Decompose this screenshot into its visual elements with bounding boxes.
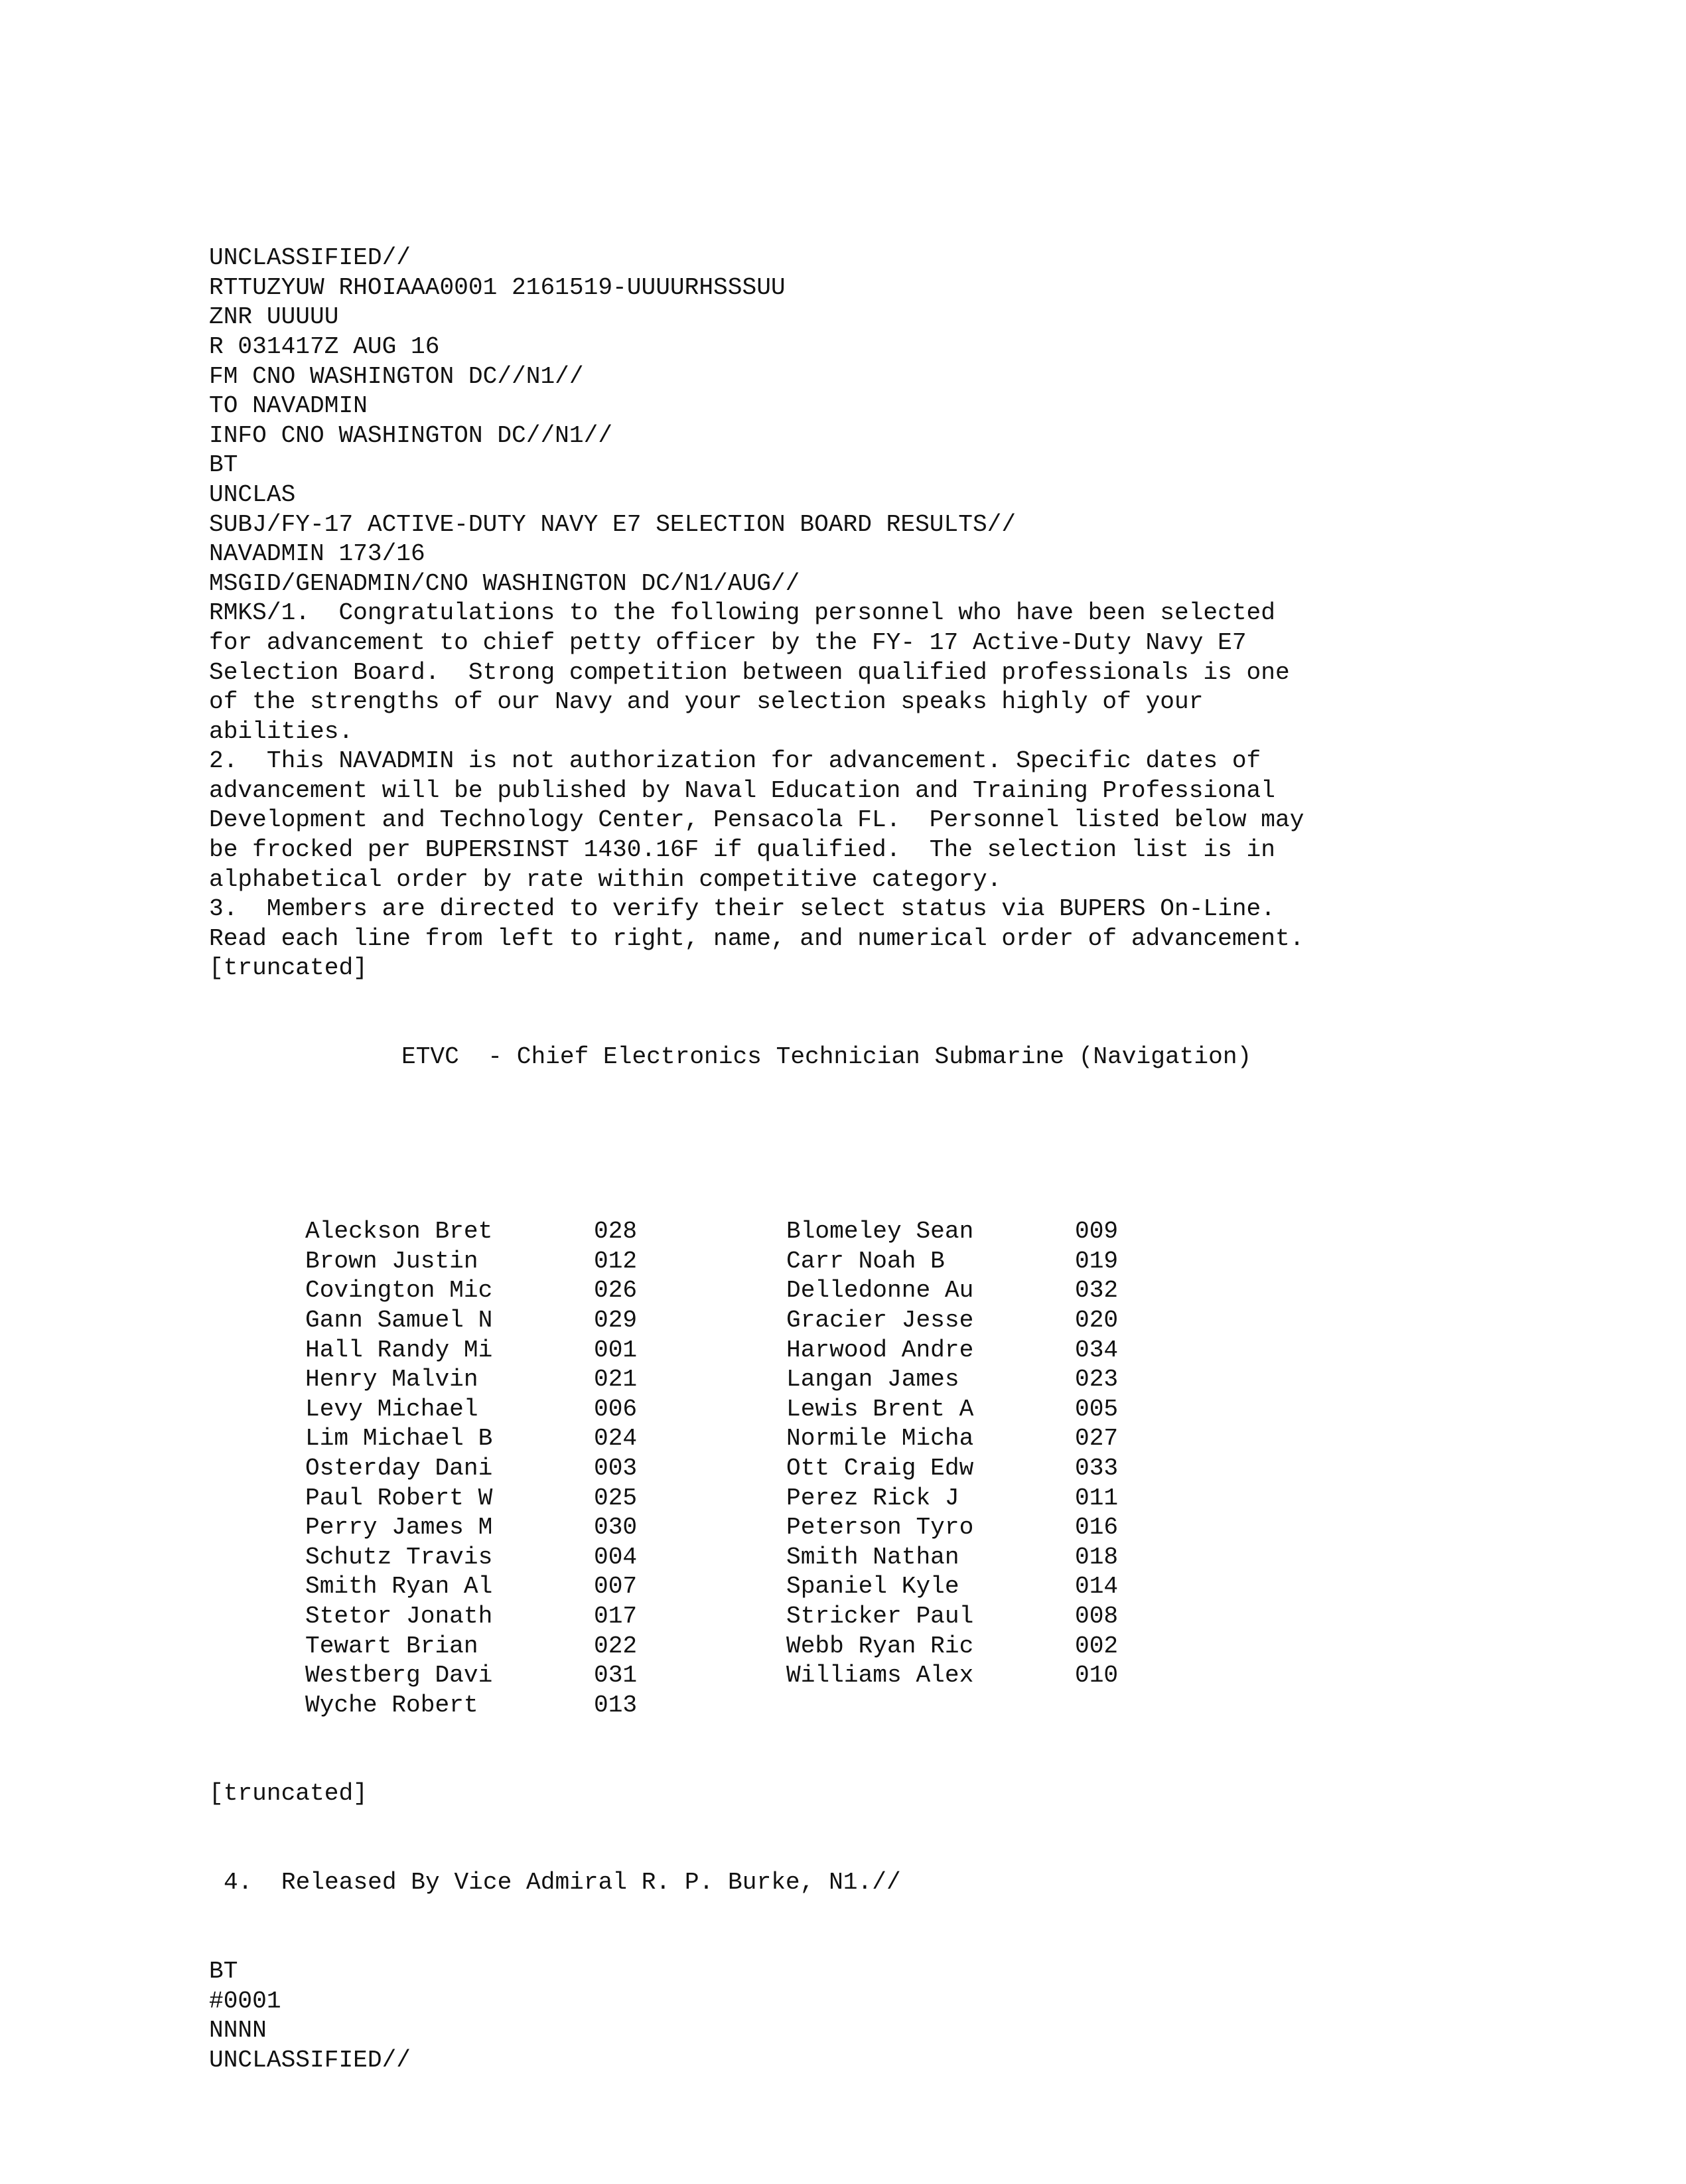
selection-row xyxy=(305,1632,1536,1662)
message-line: RTTUZYUW RHOIAAA0001 2161519-UUUURHSSSUU xyxy=(209,273,786,301)
selectee-name: Williams Alex xyxy=(786,1662,974,1690)
advancement-number: 029 xyxy=(594,1306,638,1334)
selectee-name: Tewart Brian xyxy=(305,1632,478,1660)
selectee-name: Paul Robert W xyxy=(305,1484,493,1512)
advancement-number: 008 xyxy=(1075,1602,1119,1630)
message-footer xyxy=(209,1957,1536,2075)
advancement-number: 018 xyxy=(1075,1543,1119,1571)
advancement-number: 001 xyxy=(594,1336,638,1364)
selectee-name: Levy Michael xyxy=(305,1395,478,1423)
selection-row xyxy=(305,1572,1536,1602)
selectee-name xyxy=(786,1691,1075,1721)
selection-row xyxy=(305,1602,1536,1632)
selectee-name: Blomeley Sean xyxy=(786,1218,974,1246)
advancement-number: 022 xyxy=(594,1632,638,1660)
footer-line: NNNN xyxy=(209,2017,267,2045)
selectee-name: Carr Noah B xyxy=(786,1247,945,1275)
advancement-number: 030 xyxy=(594,1514,638,1542)
selection-row xyxy=(305,1543,1536,1573)
selectee-name: Normile Micha xyxy=(786,1425,974,1453)
advancement-number: 016 xyxy=(1075,1514,1119,1542)
selectee-name: Smith Nathan xyxy=(786,1543,959,1571)
advancement-number: 013 xyxy=(594,1691,638,1719)
advancement-number: 003 xyxy=(594,1454,638,1482)
message-line: RMKS/1. Congratulations to the following personnel who have been selected xyxy=(209,599,1275,627)
advancement-number: 021 xyxy=(594,1366,638,1394)
message-line: BT xyxy=(209,451,238,479)
selectee-name: Wyche Robert xyxy=(305,1691,478,1719)
selection-row xyxy=(305,1513,1536,1543)
message-line: be frocked per BUPERSINST 1430.16F if qualified. The selection list is in xyxy=(209,836,1275,864)
advancement-number: 010 xyxy=(1075,1662,1119,1690)
selectee-name: Stricker Paul xyxy=(786,1602,974,1630)
selection-row xyxy=(305,1691,1536,1721)
advancement-number: 032 xyxy=(1075,1277,1119,1305)
advancement-number: 007 xyxy=(594,1573,638,1601)
advancement-number: 019 xyxy=(1075,1247,1119,1275)
message-line: UNCLASSIFIED// xyxy=(209,244,411,272)
footer-line: UNCLASSIFIED// xyxy=(209,2046,411,2074)
advancement-number: 014 xyxy=(1075,1573,1119,1601)
advancement-number: 005 xyxy=(1075,1395,1119,1423)
selection-row xyxy=(305,1661,1536,1691)
advancement-number: 034 xyxy=(1075,1336,1119,1364)
message-line: [truncated] xyxy=(209,954,368,982)
advancement-number: 004 xyxy=(594,1543,638,1571)
message-line: Development and Technology Center, Pensacola FL. Personnel listed below may xyxy=(209,806,1304,834)
selectee-name: Lewis Brent A xyxy=(786,1395,974,1423)
selectee-name: Harwood Andre xyxy=(786,1336,974,1364)
selectee-name: Smith Ryan Al xyxy=(305,1573,493,1601)
footer-line: BT xyxy=(209,1958,238,1986)
advancement-number: 002 xyxy=(1075,1632,1119,1660)
selection-row xyxy=(305,1276,1536,1306)
selectee-name: Hall Randy Mi xyxy=(305,1336,493,1364)
category-heading: ETVC - Chief Electronics Technician Submarine (Navigation) xyxy=(401,1043,1252,1071)
truncated-marker: [truncated] xyxy=(209,1780,368,1808)
advancement-number: 025 xyxy=(594,1484,638,1512)
advancement-number: 026 xyxy=(594,1277,638,1305)
message-line: ZNR UUUUU xyxy=(209,303,339,331)
selection-row xyxy=(305,1454,1536,1484)
selectee-name: Gann Samuel N xyxy=(305,1306,493,1334)
selectee-name: Covington Mic xyxy=(305,1277,493,1305)
selection-row xyxy=(305,1306,1536,1336)
message-document xyxy=(209,184,1536,2105)
selection-row xyxy=(305,1424,1536,1454)
selectee-name: Brown Justin xyxy=(305,1247,478,1275)
advancement-number: 023 xyxy=(1075,1366,1119,1394)
selectee-name: Delledonne Au xyxy=(786,1277,974,1305)
message-line: 3. Members are directed to verify their select status via BUPERS On-Line. xyxy=(209,895,1275,923)
advancement-number: 017 xyxy=(594,1602,638,1630)
message-line: Selection Board. Strong competition between qualified professionals is one xyxy=(209,658,1290,686)
advancement-number: 027 xyxy=(1075,1425,1119,1453)
advancement-number xyxy=(1075,1691,1267,1721)
release-line: 4. Released By Vice Admiral R. P. Burke, N1.// xyxy=(224,1869,901,1897)
message-line: UNCLAS xyxy=(209,480,296,508)
advancement-number: 006 xyxy=(594,1395,638,1423)
message-line: NAVADMIN 173/16 xyxy=(209,540,425,568)
message-line: for advancement to chief petty officer by the FY- 17 Active-Duty Navy E7 xyxy=(209,628,1247,656)
selectee-name: Spaniel Kyle xyxy=(786,1573,959,1601)
selectee-name: Perez Rick J xyxy=(786,1484,959,1512)
selectee-name: Peterson Tyro xyxy=(786,1514,974,1542)
message-line: 2. This NAVADMIN is not authorization for advancement. Specific dates of xyxy=(209,747,1261,775)
message-line: FM CNO WASHINGTON DC//N1// xyxy=(209,362,584,390)
message-line: of the strengths of our Navy and your selection speaks highly of your xyxy=(209,688,1204,716)
advancement-number: 020 xyxy=(1075,1306,1119,1334)
selectee-name: Schutz Travis xyxy=(305,1543,493,1571)
selectee-name: Gracier Jesse xyxy=(786,1306,974,1334)
selection-row xyxy=(305,1247,1536,1277)
selection-row xyxy=(305,1484,1536,1514)
message-line: TO NAVADMIN xyxy=(209,392,368,420)
spacer xyxy=(209,1131,1536,1158)
advancement-number: 033 xyxy=(1075,1454,1119,1482)
message-line: Read each line from left to right, name, and numerical order of advancement. xyxy=(209,924,1304,952)
message-line: abilities. xyxy=(209,717,354,745)
advancement-number: 009 xyxy=(1075,1218,1119,1246)
advancement-number: 012 xyxy=(594,1247,638,1275)
advancement-number: 024 xyxy=(594,1425,638,1453)
selection-row xyxy=(305,1395,1536,1425)
selectee-name: Stetor Jonath xyxy=(305,1602,493,1630)
advancement-number: 011 xyxy=(1075,1484,1119,1512)
advancement-number: 031 xyxy=(594,1662,638,1690)
advancement-number: 028 xyxy=(594,1218,638,1246)
message-header-and-remarks xyxy=(209,244,1536,983)
selectee-name: Westberg Davi xyxy=(305,1662,493,1690)
selectee-name: Osterday Dani xyxy=(305,1454,493,1482)
selectee-name: Lim Michael B xyxy=(305,1425,493,1453)
message-line: alphabetical order by rate within competitive category. xyxy=(209,865,1002,893)
selection-row xyxy=(305,1365,1536,1395)
selectee-name: Henry Malvin xyxy=(305,1366,478,1394)
message-line: MSGID/GENADMIN/CNO WASHINGTON DC/N1/AUG// xyxy=(209,569,800,597)
message-line: INFO CNO WASHINGTON DC//N1// xyxy=(209,421,613,449)
selectee-name: Ott Craig Edw xyxy=(786,1454,974,1482)
selectee-name: Webb Ryan Ric xyxy=(786,1632,974,1660)
selectee-name: Langan James xyxy=(786,1366,959,1394)
message-line: R 031417Z AUG 16 xyxy=(209,332,440,360)
selectee-name: Aleckson Bret xyxy=(305,1218,493,1246)
selection-row xyxy=(305,1217,1536,1247)
selection-list xyxy=(209,1217,1536,1720)
message-line: SUBJ/FY-17 ACTIVE-DUTY NAVY E7 SELECTION BOARD RESULTS// xyxy=(209,510,1017,538)
message-line: advancement will be published by Naval Education and Training Professional xyxy=(209,776,1275,804)
selection-row xyxy=(305,1336,1536,1366)
footer-line: #0001 xyxy=(209,1987,281,2015)
selectee-name: Perry James M xyxy=(305,1514,493,1542)
